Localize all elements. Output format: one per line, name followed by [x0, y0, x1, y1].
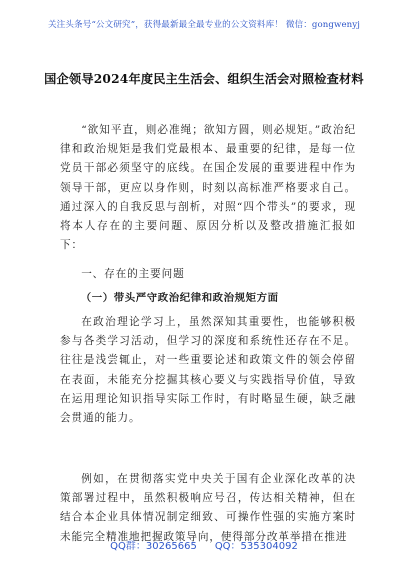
body-paragraph-2: 在政治理论学习上，虽然深知其重要性，也能够积极参与各类学习活动，但学习的深度和系统性还存在不足。往往是浅尝辄止，对一些重要论述和政策文件的领会停留在表面，未能充分挖掘其核心要义与实践指导价值，导致在运用理论知识指导实际工作时，有时略显生硬，缺乏融会贯通的能力。: [60, 316, 356, 425]
subsection-heading-1: （一）带头严守政治纪律和政治规矩方面: [80, 292, 279, 304]
footer-contact: [0, 537, 408, 552]
intro-paragraph: “欲知平直，则必准绳；欲知方圆，则必规矩。”政治纪律和政治规矩是我们党最根本、最重要的纪律，是每一位党员干部必须坚守的底线。在国企发展的重要进程中作为领导干部，更应以身作则，时刻以高标准严格要求自己。通过深入的自我反思与剖析，对照“四个带头”的要求，现将本人存在的主要问题、原因分析以及整改措施汇报如下：: [60, 124, 356, 252]
body-paragraph-3: 例如，在贯彻落实党中央关于国有企业深化改革的决策部署过程中，虽然积极响应号召，传达相关精神，但在结合本企业具体情况制定细致、可操作性强的实施方案时未能完全精准地把握政策导向，使得部分改革举措在推进: [60, 473, 356, 543]
header-banner: 关注头条号“公文研究”，获得最新最全最专业的公文资料库！ 微信：gongwenyj: [47, 20, 361, 30]
section-heading-1: 一、存在的主要问题: [81, 268, 185, 280]
footer-qq-group: QQ群：30265665: [110, 541, 197, 552]
footer-qq: QQ：535304092: [214, 541, 298, 552]
document-title: 国企领导2024年度民主生活会、组织生活会对照检查材料: [44, 72, 364, 86]
